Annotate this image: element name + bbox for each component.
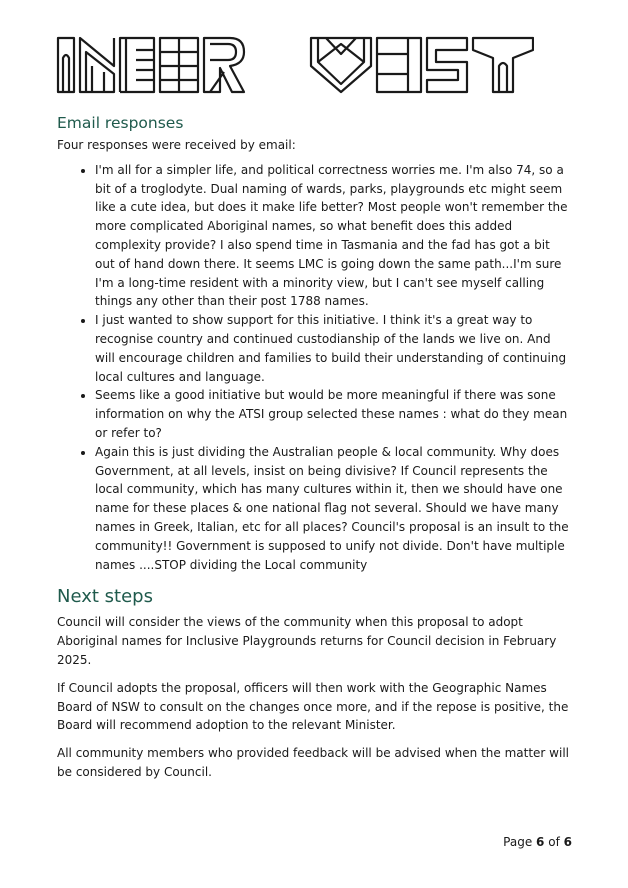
email-responses-intro: Four responses were received by email: bbox=[57, 138, 296, 152]
next-steps-paragraph: If Council adopts the proposal, officers will then work with the Geographic Names Board of NSW to consult on the changes once more, and if the repose is positive, the Board will recommend adoption to the relevant Minister. bbox=[57, 680, 569, 733]
total-pages: 6 bbox=[563, 835, 572, 849]
page-number bbox=[503, 835, 572, 849]
current-page: 6 bbox=[536, 835, 545, 849]
inner-west-logo-graphic bbox=[56, 36, 534, 94]
list-item: • Again this is just dividing the Australian people & local community. Why does Government, at all levels, insist on being divisive? If Council represents the local community, which has many cultures within it, then we should have one name for these places & one national flag not several. Should we have many names in Greek, Italian, etc for all places? Council's proposal is an insult to the community!! Government is supposed to unify not divide. Don't have multiple names ....STOP dividing the Local community bbox=[95, 443, 571, 575]
email-responses-list bbox=[57, 161, 571, 575]
inner-west-logo bbox=[56, 36, 534, 94]
next-steps-paragraph: All community members who provided feedback will be advised when the matter will be considered by Council. bbox=[57, 746, 569, 779]
page-content bbox=[57, 114, 571, 791]
list-item: • I'm all for a simpler life, and political correctness worries me. I'm also 74, so a bit of a troglodyte. Dual naming of wards, parks, playgrounds etc might seem like a cute idea, but does it make life better? Most people won't remember the more complicated Aboriginal names, so what benefit does this added complexity provide? I also spend time in Tasmania and the fad has got a bit out of hand down there. It seems LMC is going down the same path...I'm sure I'm a long-time resident with a minority view, but I can't see myself calling things any other than their post 1788 names. bbox=[95, 161, 571, 311]
next-steps-heading: Next steps bbox=[57, 586, 153, 608]
list-item: • I just wanted to show support for this initiative. I think it's a great way to recognise country and continued custodianship of the lands we live on. And will encourage children and families to build their understanding of continuing local cultures and language. bbox=[95, 311, 571, 386]
email-responses-heading: Email responses bbox=[57, 114, 184, 132]
next-steps-paragraph: Council will consider the views of the community when this proposal to adopt Aboriginal names for Inclusive Playgrounds returns for Council decision in February 2025. bbox=[57, 615, 557, 667]
page-label: Page bbox=[503, 835, 533, 849]
of-label: of bbox=[548, 835, 560, 849]
list-item: • Seems like a good initiative but would be more meaningful if there was sone information on why the ATSI group selected these names : what do they mean or refer to? bbox=[95, 386, 571, 442]
